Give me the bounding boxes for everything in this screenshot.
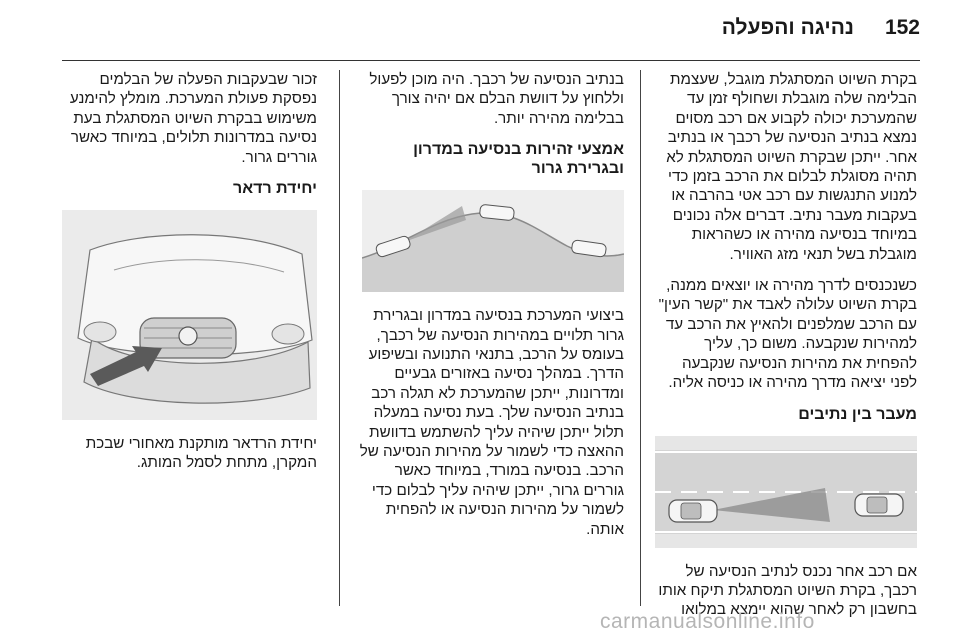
- watermark: carmanualsonline.info: [600, 610, 815, 633]
- paragraph: אם רכב אחר נכנס לנתיב הנסיעה של רכבך, בקרת השיוט המסתגלת תיקח אותו בחשבון רק לאחר שהוא יימצא במלואו: [658, 562, 917, 619]
- column-divider: [640, 70, 641, 606]
- section-heading: מעבר בין נתיבים: [798, 405, 917, 423]
- column-middle: [354, 70, 624, 551]
- lane-change-illustration: [655, 436, 917, 548]
- page-number: 152: [884, 16, 920, 39]
- column-divider: [339, 70, 340, 606]
- paragraph: ביצועי המערכת בנסיעה במדרון ובגרירת גרור תלויים במהירות הנסיעה של רכבך, בעומס על הרכב, בתנאי התנועה ובשיפוע הדרך. במהלך נסיעה באזורים גבעיים ומדרונות, ייתכן שהמערכת לא תגלה רכב בנתיב הנסיעה שלך. בעת נסיעה במעלה תלול ייתכן שיהיה עליך להשתמש בדוושת ההאצה כדי לשמור על מהירות הנסיעה של הרכב. בנסיעה במורד, במיוחד כאשר גוררים גרור, ייתכן שיהיה עליך לבלום כדי לשמור על מהירות הנסיעה או להפחית אותה.: [359, 307, 624, 538]
- paragraph: זכור שבעקבות הפעלה של הבלמים נפסקת פעולת המערכת. מומלץ להימנע משימוש בבקרת השיוט המסתגלת בעת נסיעה במדרונות תלולים, במיוחד כאשר גוררים גרור.: [69, 71, 317, 166]
- header-rule: [62, 60, 920, 61]
- page-header: [0, 0, 960, 62]
- paragraph: בנתיב הנסיעה של רכבך. היה מוכן לפעול וללחוץ על דוושת הבלם אם יהיה צורך בבלימה מהירה יותר.: [369, 71, 624, 127]
- radar-unit-illustration: [62, 210, 317, 420]
- paragraph: יחידת הרדאר מותקנת מאחורי שבכת המקרן, מתחת לסמל המותג.: [85, 435, 317, 472]
- section-heading: יחידת רדאר: [233, 180, 317, 198]
- page-title: נהיגה והפעלה: [721, 16, 854, 39]
- hill-driving-illustration: [362, 190, 624, 292]
- paragraph: בקרת השיוט המסתגלת מוגבל, שעצמת הבלימה שלה מוגבלת ושחולף זמן עד שהמערכת יכולה לקבוע אם רכב מסוים נמצא בנתיב הנסיעה של רכבך או בנתיב אחר. ייתכן שבקרת השיוט המסתגלת לא תהיה מסוגלת לבלום את הרכב בזמן כדי למנוע התנגשות עם רכב אטי בהרבה או בעקבות מעבר נתיב. דברים אלה נכונים במיוחד בנסיעה מהירה או כשהראות מוגבלת בשל תנאי מזג האוויר.: [666, 71, 917, 263]
- column-left: [62, 70, 317, 485]
- column-right: [655, 70, 917, 632]
- paragraph: כשנכנסים לדרך מהירה או יוצאים ממנה, בקרת השיוט עלולה לאבד את "קשר העין" עם הרכב שמלפנים ולהאיץ את הרכב עד למהירות שנקבעה. משום כך, עליך להפחית את מהירות הנסיעה שנקבעה לפני יציאה מדרך מהירה או כניסה אליה.: [658, 277, 917, 392]
- section-heading: אמצעי זהירות בנסיעה במדרון ובגרירת גרור: [413, 141, 624, 178]
